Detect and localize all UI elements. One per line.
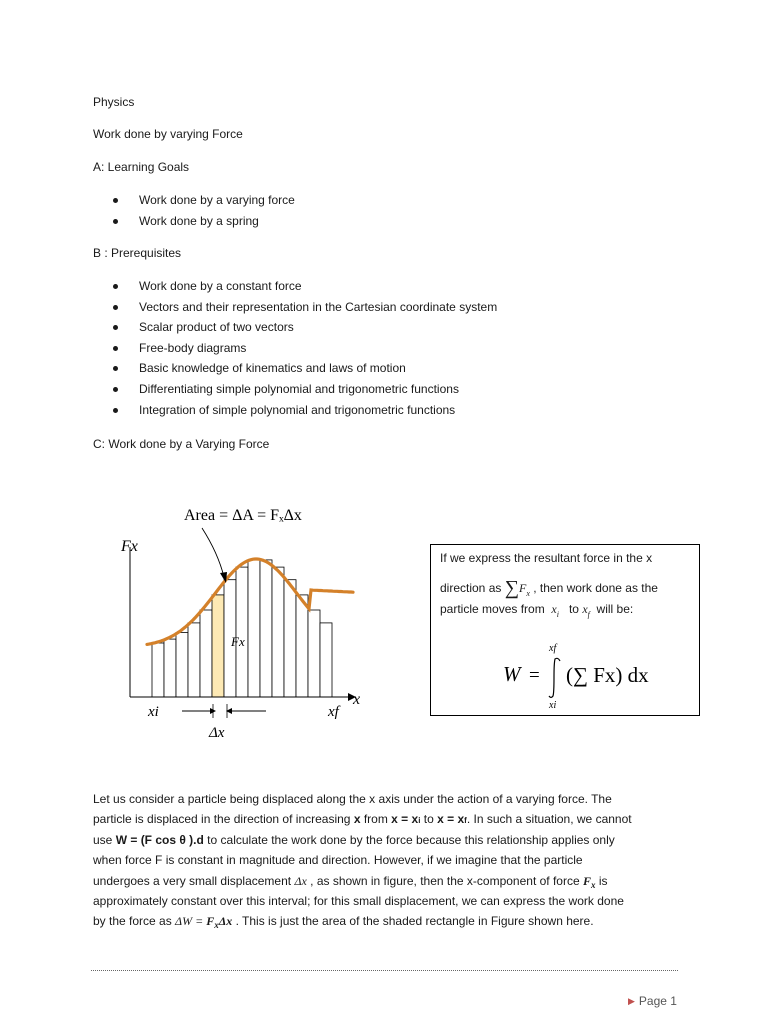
- box-line-3: particle moves from $x_i$ to $x_f$ will be:: [440, 602, 634, 619]
- rectangles-group: [152, 560, 332, 697]
- list-item: Work done by a constant force: [110, 276, 497, 297]
- area-rectangle: [260, 560, 272, 697]
- dx-label: Δx: [209, 725, 225, 741]
- section-b-heading: B : Prerequisites: [93, 246, 182, 260]
- formula-upper-limit: xf: [549, 643, 557, 654]
- paragraph-line: use W = (F cos θ ).d to calculate the work done by the force because this relationship applies only: [93, 832, 615, 847]
- box-line-2: direction as $\sum F_x$ , then work done as the: [440, 577, 658, 599]
- list-item: Work done by a varying force: [110, 190, 295, 211]
- paragraph-line: particle is displaced in the direction of increasing x from x = xi to x = xf. In such a situation, we cannot: [93, 812, 632, 827]
- paragraph-line: undergoes a very small displacement Δx , as shown in figure, then the x-component of force $F_x$ is: [93, 873, 608, 890]
- area-rectangle: [284, 580, 296, 697]
- section-a-heading: A: Learning Goals: [93, 160, 190, 174]
- xf-label: xf: [328, 704, 339, 720]
- strip-force-label: Fx: [231, 634, 245, 649]
- page-number: Page 1: [638, 994, 677, 1008]
- area-rectangle: [236, 567, 248, 697]
- footer-divider: [91, 970, 678, 971]
- list-item: Vectors and their representation in the Cartesian coordinate system: [110, 297, 497, 318]
- area-rectangle: [176, 633, 188, 697]
- formula-integrand: (∑ Fx) dx: [566, 663, 649, 687]
- paragraph-line: when force F is constant in magnitude and direction. However, if we imagine that the particle: [93, 853, 583, 868]
- area-rectangle: [320, 623, 332, 697]
- shaded-rectangle: [212, 595, 224, 697]
- integral-sign-icon: [549, 658, 560, 697]
- area-rectangle: [248, 560, 260, 697]
- work-area-figure: [110, 495, 380, 750]
- area-rectangle: [308, 610, 320, 697]
- list-item: Work done by a spring: [110, 211, 295, 232]
- list-item: Scalar product of two vectors: [110, 317, 497, 338]
- formula-lhs: W: [503, 662, 521, 686]
- paragraph-line: Let us consider a particle being displaced along the x axis under the action of a varying force. The: [93, 792, 612, 806]
- work-integral-formula: [503, 641, 683, 713]
- area-rectangle: [164, 639, 176, 697]
- list-item: Free-body diagrams: [110, 338, 497, 359]
- page-arrow-icon: ▶: [628, 996, 635, 1006]
- document-title: Work done by varying Force: [93, 127, 243, 141]
- work-formula-box: [430, 544, 700, 716]
- list-item: Integration of simple polynomial and trigonometric functions: [110, 400, 497, 421]
- list-item: Differentiating simple polynomial and trigonometric functions: [110, 379, 497, 400]
- y-axis-label: Fx: [121, 538, 138, 555]
- force-curve-diagram: [110, 495, 380, 750]
- sum-symbol: ∑: [504, 577, 519, 599]
- list-item: Basic knowledge of kinematics and laws of motion: [110, 358, 497, 379]
- area-pointer: [202, 528, 224, 577]
- paragraph-line: approximately constant over this interval; for this small displacement, we can express the work done: [93, 893, 624, 908]
- subject-heading: Physics: [93, 95, 135, 109]
- paragraph-line: by the force as $\Delta W = F_x\Delta x$ . This is just the area of the shaded rectangle in Figure shown here.: [93, 914, 594, 931]
- area-rectangle: [296, 595, 308, 697]
- area-rectangle: [188, 623, 200, 697]
- learning-goals-list: [110, 190, 295, 231]
- area-rectangle: [200, 610, 212, 697]
- box-line-1: If we express the resultant force in the x: [440, 551, 653, 565]
- area-rectangle: [272, 567, 284, 697]
- formula-equals: =: [529, 665, 540, 686]
- page-footer: [628, 994, 677, 1008]
- body-paragraph: [93, 789, 683, 932]
- x-axis-label: x: [353, 691, 361, 708]
- area-label: Area = ΔA = FₓΔx: [184, 507, 302, 524]
- area-rectangle: [152, 643, 164, 697]
- section-c-heading: C: Work done by a Varying Force: [93, 437, 270, 451]
- prerequisites-list: [110, 276, 497, 420]
- formula-lower-limit: xi: [549, 700, 557, 711]
- xi-label: xi: [148, 704, 159, 720]
